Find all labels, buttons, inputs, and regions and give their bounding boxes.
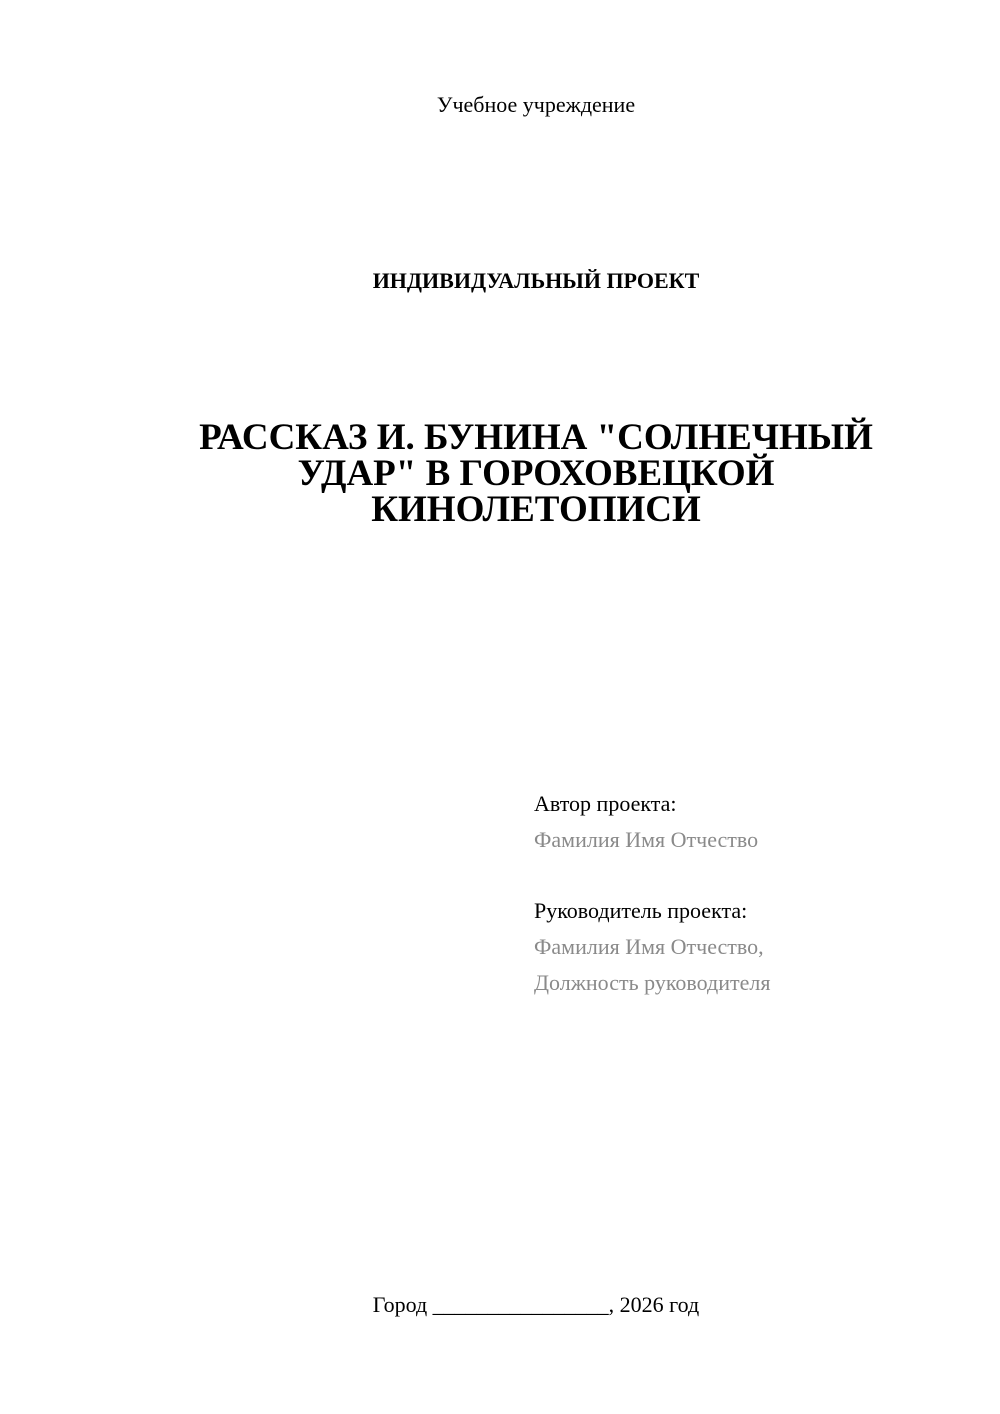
institution-name: Учебное учреждение bbox=[436, 92, 636, 117]
supervisor-position: Должность руководителя bbox=[534, 970, 771, 995]
author-block bbox=[534, 786, 758, 858]
project-title-line: КИНОЛЕТОПИСИ bbox=[371, 489, 701, 530]
project-title-line: РАССКАЗ И. БУНИНА "СОЛНЕЧНЫЙ bbox=[199, 417, 873, 458]
author-name: Фамилия Имя Отчество bbox=[534, 827, 759, 852]
supervisor-block bbox=[534, 893, 770, 1001]
project-title bbox=[0, 417, 1000, 530]
project-type-heading: ИНДИВИДУАЛЬНЫЙ ПРОЕКТ bbox=[372, 268, 700, 293]
supervisor-name: Фамилия Имя Отчество, bbox=[534, 934, 764, 959]
project-title-line: УДАР" В ГОРОХОВЕЦКОЙ bbox=[297, 453, 775, 494]
supervisor-label: Руководитель проекта: bbox=[534, 898, 748, 923]
author-label: Автор проекта: bbox=[534, 791, 677, 816]
city-year-line: Город ________________, 2026 год bbox=[372, 1292, 700, 1317]
